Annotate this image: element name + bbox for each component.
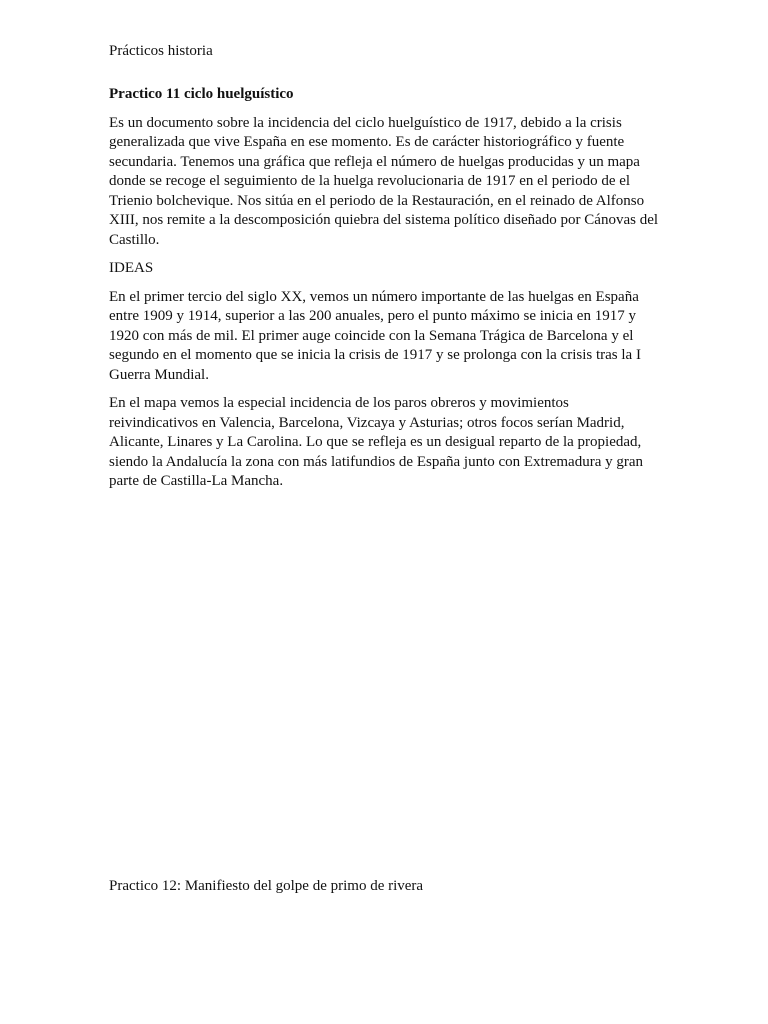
next-section-title: Practico 12: Manifiesto del golpe de primo de rivera [109,878,424,894]
document-header: Prácticos historia [109,43,213,59]
section-heading: Practico 11 ciclo huelguístico [109,86,294,102]
strikes-paragraph: En el primer tercio del siglo XX, vemos un número importante de las huelgas en España entre 1909 y 1914, superior a las 200 anuales, pero el punto máximo se inicia en 1917 y 1920 con más de mil. El primer auge coincide con la Semana Trágica de Barcelona y el segundo en el momento que se inicia la crisis de 1917 y se prolonga con la crisis tras la I Guerra Mundial. [109,288,641,383]
map-paragraph: En el mapa vemos la especial incidencia de los paros obreros y movimientos reivindicativos en Valencia, Barcelona, Vizcaya y Asturias; otros focos serían Madrid, Alicante, Linares y La Carolina. Lo que se refleja es un desigual reparto de la propiedad, siendo la Andalucía la zona con más latifundios de España junto con Extremadura y gran parte de Castilla-La Mancha. [109,395,644,489]
intro-paragraph: Es un documento sobre la incidencia del ciclo huelguístico de 1917, debido a la crisis generalizada que vive España en ese momento. Es de carácter historiográfico y fuente secundaria. Tenemos una gráfica que refleja el número de huelgas producidas y un mapa donde se recoge el seguimiento de la huelga revolucionaria de 1917 en el periodo de el Trienio bolchevique. Nos sitúa en el periodo de la Restauración, en el reinado de Alfonso XIII, nos remite a la descomposición quiebra del sistema político diseñado por Cánovas del Castillo. [109,114,659,248]
document-body [109,85,661,501]
ideas-label: IDEAS [109,260,154,276]
